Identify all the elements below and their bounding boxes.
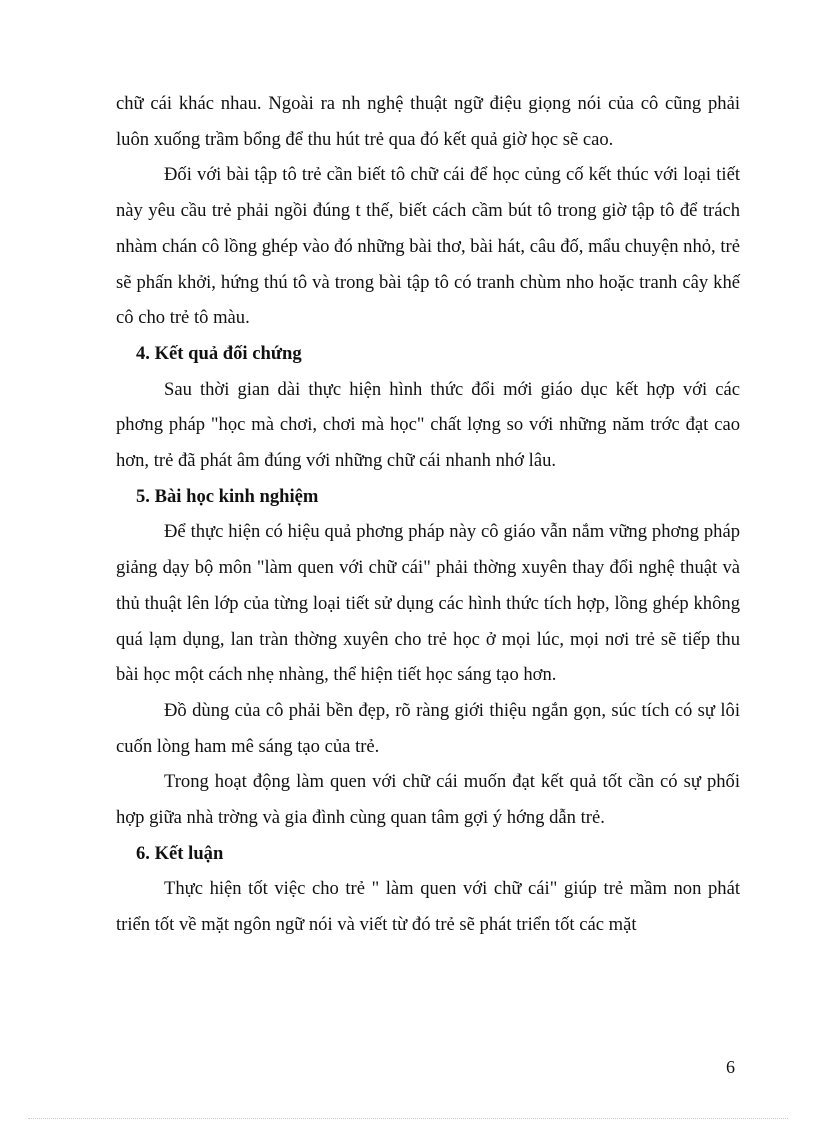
page-number: 6 (726, 1057, 735, 1077)
paragraph-teaching-materials: Đồ dùng của cô phải bền đẹp, rõ ràng giới thiệu ngắn gọn, súc tích có sự lôi cuốn lòng ham mê sáng tạo của trẻ. (116, 699, 740, 757)
paragraph-continued: chữ cái khác nhau. Ngoài ra nh nghệ thuật ngữ điệu giọng nói của cô cũng phải luôn xuống trầm bổng để thu hút trẻ qua đó kết quả giờ học sẽ cao. (116, 93, 740, 150)
page-bottom-divider (28, 1118, 788, 1119)
page-body (116, 86, 740, 943)
paragraph-school-family: Trong hoạt động làm quen với chữ cái muốn đạt kết quả tốt cần có sự phối hợp giữa nhà trờng và gia đình cùng quan tâm gợi ý hớng dẫn trẻ. (116, 771, 740, 829)
paragraph-lessons-method: Để thực hiện có hiệu quả phơng pháp này cô giáo vẫn nắm vững phơng pháp giảng dạy bộ môn "làm quen với chữ cái" phải thờng xuyên thay đổi nghệ thuật và thủ thuật lên lớp của từng loại tiết sử dụng các hình thức tích hợp, lồng ghép không quá lạm dụng, lan tràn thờng xuyên cho trẻ học ở mọi lúc, mọi nơi trẻ sẽ tiếp thu bài học một cách nhẹ nhàng, thể hiện tiết học sáng tạo hơn. (116, 521, 740, 686)
paragraph-tracing-exercise: Đối với bài tập tô trẻ cần biết tô chữ cái để học củng cố kết thúc với loại tiết này yêu cầu trẻ phải ngồi đúng t thế, biết cách cầm bút tô trong giờ tập tô để trách nhàm chán cô lồng ghép vào đó những bài thơ, bài hát, câu đố, mẩu chuyện nhỏ, trẻ sẽ phấn khởi, hứng thú tô và trong bài tập tô có tranh chùm nho hoặc tranh cây khế cô cho trẻ tô màu. (116, 164, 740, 329)
paragraph-comparison-results: Sau thời gian dài thực hiện hình thức đổi mới giáo dục kết hợp với các phơng pháp "học mà chơi, chơi mà học" chất lợng so với những năm trớc đạt cao hơn, trẻ đã phát âm đúng với những chữ cái nhanh nhớ lâu. (116, 378, 740, 472)
section-heading-lessons-learned: 5. Bài học kinh nghiệm (136, 485, 319, 507)
section-heading-conclusion: 6. Kết luận (136, 842, 224, 864)
paragraph-conclusion: Thực hiện tốt việc cho trẻ " làm quen với chữ cái" giúp trẻ mầm non phát triển tốt về mặt ngôn ngữ nói và viết từ đó trẻ sẽ phát triển tốt các mặt (116, 878, 740, 936)
section-heading-comparison-results: 4. Kết quả đối chứng (136, 342, 302, 364)
